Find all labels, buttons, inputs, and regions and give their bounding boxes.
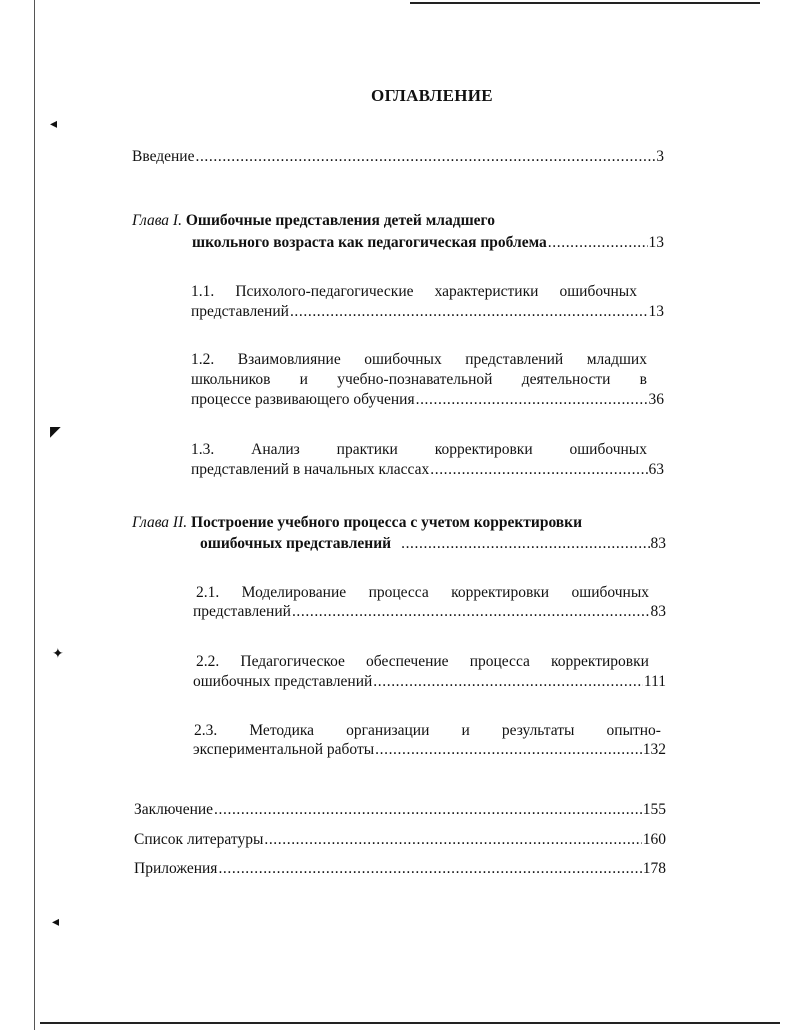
section-last-line: представлений xyxy=(193,603,291,620)
section-2-3-line[interactable]: 2.3. Методика организации и результаты опытно- xyxy=(194,722,661,739)
chapter-prefix: Глава II. xyxy=(132,514,188,531)
toc-entry-label: Введение xyxy=(132,148,195,165)
dot-leader xyxy=(290,302,648,321)
chapter-title-line2: ошибочных представлений xyxy=(200,535,392,552)
section-2-1-line[interactable]: 2.1. Моделирование процесса корректировки ошибочных xyxy=(196,584,649,601)
section-1-2-end[interactable] xyxy=(191,390,664,409)
section-1-1-line[interactable]: 1.1. Психолого-педагогические характеристики ошибочных xyxy=(191,283,637,300)
section-2-2-end[interactable] xyxy=(193,672,666,691)
toc-page-number: 178 xyxy=(642,860,666,877)
scan-edge-left xyxy=(34,0,35,1030)
scan-speck-2: ◤ xyxy=(50,424,61,440)
scan-edge-top xyxy=(410,2,760,4)
chapter-1-title-end[interactable] xyxy=(192,233,664,252)
section-last-line: ошибочных представлений xyxy=(193,673,373,690)
toc-page-number: 13 xyxy=(648,234,664,251)
section-last-line: экспериментальной работы xyxy=(193,741,375,758)
toc-entry-label: Приложения xyxy=(134,860,218,877)
section-2-3-end[interactable] xyxy=(193,740,666,759)
toc-entry-conclusion[interactable] xyxy=(134,800,666,819)
toc-entry-label: Список литературы xyxy=(134,831,264,848)
chapter-prefix: Глава I. xyxy=(132,212,182,229)
toc-page-number: 13 xyxy=(648,303,664,320)
dot-leader xyxy=(375,740,642,759)
section-1-3-line[interactable]: 1.3. Анализ практики корректировки ошибочных xyxy=(191,441,647,458)
toc-page-number: 63 xyxy=(648,461,664,478)
toc-page-number: 3 xyxy=(656,148,664,165)
dot-leader xyxy=(292,602,650,621)
toc-page-number: 155 xyxy=(642,801,666,818)
chapter-1-heading[interactable] xyxy=(132,211,495,230)
section-last-line: представлений в начальных классах xyxy=(191,461,430,478)
scan-speck-4: ◂ xyxy=(52,914,60,930)
dot-leader xyxy=(373,672,643,691)
toc-page-number: 83 xyxy=(650,603,666,620)
toc-entry-references[interactable] xyxy=(134,830,666,849)
toc-page-number: 111 xyxy=(643,673,666,690)
dot-leader xyxy=(218,859,641,878)
scan-speck-3: ✦ xyxy=(52,646,64,662)
dot-leader xyxy=(430,460,647,479)
section-2-2-line[interactable]: 2.2. Педагогическое обеспечение процесса корректировки xyxy=(196,653,649,670)
chapter-2-heading[interactable] xyxy=(132,513,582,532)
scan-speck-1: ◂ xyxy=(50,116,58,132)
section-1-2-line[interactable]: школьников и учебно-познавательной деятельности в xyxy=(191,371,647,388)
chapter-title-line1: Ошибочные представления детей младшего xyxy=(185,212,495,229)
section-1-2-line[interactable]: 1.2. Взаимовлияние ошибочных представлений младших xyxy=(191,351,647,368)
toc-entry-intro[interactable] xyxy=(132,147,664,166)
dot-leader xyxy=(401,534,649,553)
section-last-line: представлений xyxy=(191,303,289,320)
toc-page-number: 83 xyxy=(650,535,666,552)
section-last-line: процессе развивающего обучения xyxy=(191,391,415,408)
dot-leader xyxy=(548,233,648,252)
scan-edge-bottom xyxy=(40,1022,780,1024)
section-1-1-end[interactable] xyxy=(191,302,664,321)
chapter-2-title-end[interactable] xyxy=(200,534,666,553)
dot-leader xyxy=(264,830,641,849)
section-2-1-end[interactable] xyxy=(193,602,666,621)
toc-page-number: 160 xyxy=(642,831,666,848)
chapter-title-line2: школьного возраста как педагогическая проблема xyxy=(192,234,547,251)
dot-leader xyxy=(214,800,642,819)
toc-page-number: 36 xyxy=(648,391,664,408)
toc-entry-label: Заключение xyxy=(134,801,214,818)
dot-leader xyxy=(195,147,655,166)
section-1-3-end[interactable] xyxy=(191,460,664,479)
chapter-title-line1: Построение учебного процесса с учетом корректировки xyxy=(191,514,583,531)
dot-leader xyxy=(416,390,648,409)
toc-entry-appendices[interactable] xyxy=(134,859,666,878)
toc-page-number: 132 xyxy=(642,741,666,758)
page-title: ОГЛАВЛЕНИЕ xyxy=(371,86,493,105)
